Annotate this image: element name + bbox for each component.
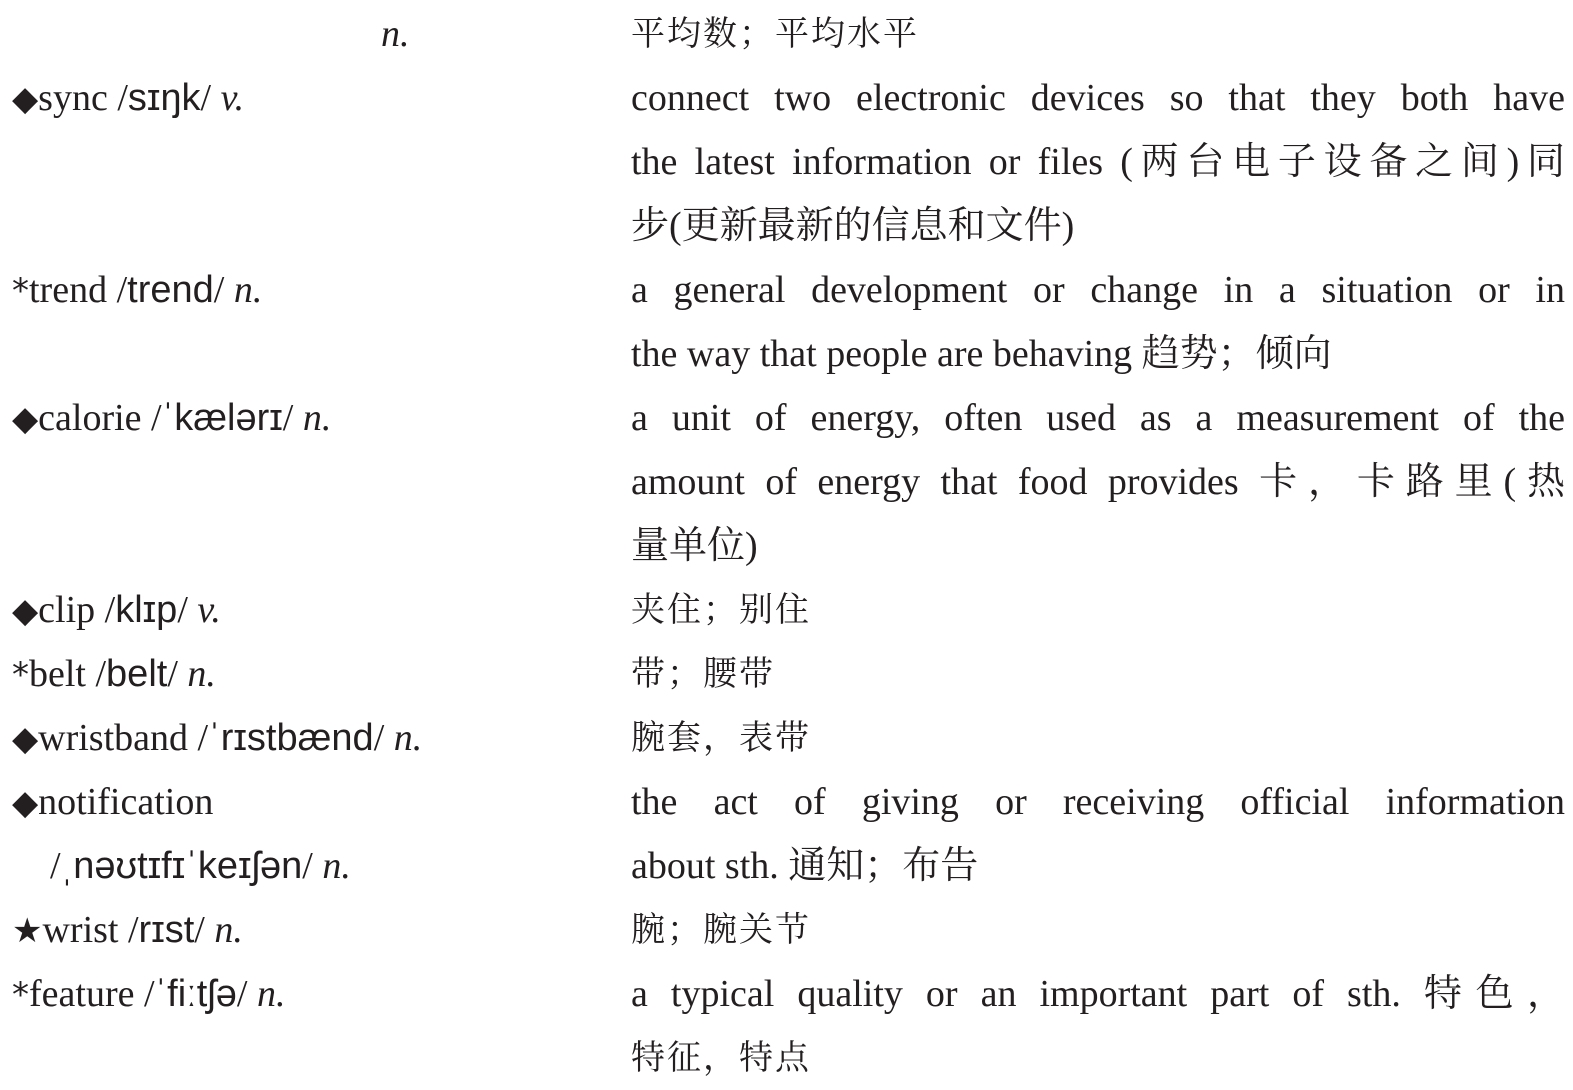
definition [631,706,1565,770]
definition-line: 量单位) [631,525,758,567]
headword-block [12,770,622,835]
star-icon: ★ [12,911,43,951]
diamond-icon: ◆ [12,719,39,759]
definition-line: 带；腰带 [631,654,775,694]
headword-block: ◆clip /klɪp/ v. [12,589,221,631]
definition-line: 平均数；平均水平 [631,14,919,54]
definition-line: 夹住；别住 [631,590,811,630]
headword: notification [38,781,214,823]
definition [631,386,1565,578]
pronunciation: sɪŋk [127,77,201,119]
definition-line: the way that people are behaving 趋势；倾向 [631,333,1332,375]
definition-line: 特征，特点 [631,1038,811,1078]
part-of-speech: n. [187,653,216,695]
definition-line: 步(更新最新的信息和文件) [631,205,1075,247]
headword: calorie [38,397,142,439]
asterisk-icon: * [12,271,29,311]
definition [631,66,1565,258]
definition [631,962,1565,1090]
part-of-speech: n. [233,269,263,311]
definition-line: the act of giving or receiving official information [631,781,1565,823]
headword-block: *trend /trend/ n. [12,269,263,311]
headword: trend [29,269,108,311]
diamond-icon: ◆ [12,591,39,631]
definition-line: 腕；腕关节 [631,910,811,950]
definition [631,578,1565,642]
pronunciation: klɪp [115,589,178,631]
definition [631,770,1565,898]
definition-line: 腕套，表带 [631,718,811,758]
part-of-speech: n. [256,973,286,1015]
headword: belt [29,653,86,695]
definition [631,2,1565,66]
pronunciation: trend [127,269,214,311]
part-of-speech: v. [220,77,245,119]
headword-block: ◆sync /sɪŋk/ v. [12,77,245,119]
pronunciation: rɪst [138,909,195,951]
definition [631,642,1565,706]
part-of-speech: n. [302,397,332,439]
definition-line: a typical quality or an important part of sth. 特色， [631,973,1565,1015]
pronunciation-line: /ˌnəʊtɪfɪˈkeɪʃən/ n. [50,845,351,887]
headword-block: ★wrist /rɪst/ n. [12,909,243,951]
headword-block: ◆wristband /ˈrɪstbænd/ n. [12,717,423,759]
definition-line: a general development or change in a situation or in [631,269,1565,311]
asterisk-icon: * [12,975,29,1015]
part-of-speech: n. [393,717,423,759]
headword: wrist [42,909,119,951]
headword-block: ◆calorie /ˈkælərɪ/ n. [12,397,332,439]
headword-block: *feature /ˈfiːtʃə/ n. [12,973,286,1015]
headword: sync [38,77,108,119]
definition-line: about sth. 通知；布告 [631,845,979,887]
part-of-speech: v. [197,589,221,631]
pronunciation: belt [106,653,168,695]
diamond-icon: ◆ [12,399,39,439]
definition-line: the latest information or files (两台电子设备之间)同 [631,141,1565,183]
pronunciation: ˈrɪstbænd [208,717,374,759]
definition [631,258,1565,386]
diamond-icon: ◆ [12,79,39,119]
pronunciation: ˌnəʊtɪfɪˈkeɪʃən [60,845,303,887]
pronunciation: ˈfiːtʃə [154,973,237,1015]
definition [631,898,1565,962]
headword-block: *belt /belt/ n. [12,653,216,695]
headword: clip [38,589,96,631]
headword: wristband [38,717,189,759]
definition-line: a unit of energy, often used as a measurement of the [631,397,1565,439]
pronunciation: ˈkælərɪ [161,397,283,439]
headword: feature [29,973,135,1015]
definition-line: amount of energy that food provides 卡，卡路里(热 [631,461,1565,503]
definition-line: connect two electronic devices so that they both have [631,77,1565,119]
part-of-speech: n. [214,909,243,951]
asterisk-icon: * [12,655,29,695]
diamond-icon: ◆ [12,783,39,823]
part-of-speech: n. [381,13,410,55]
part-of-speech: n. [322,845,351,887]
